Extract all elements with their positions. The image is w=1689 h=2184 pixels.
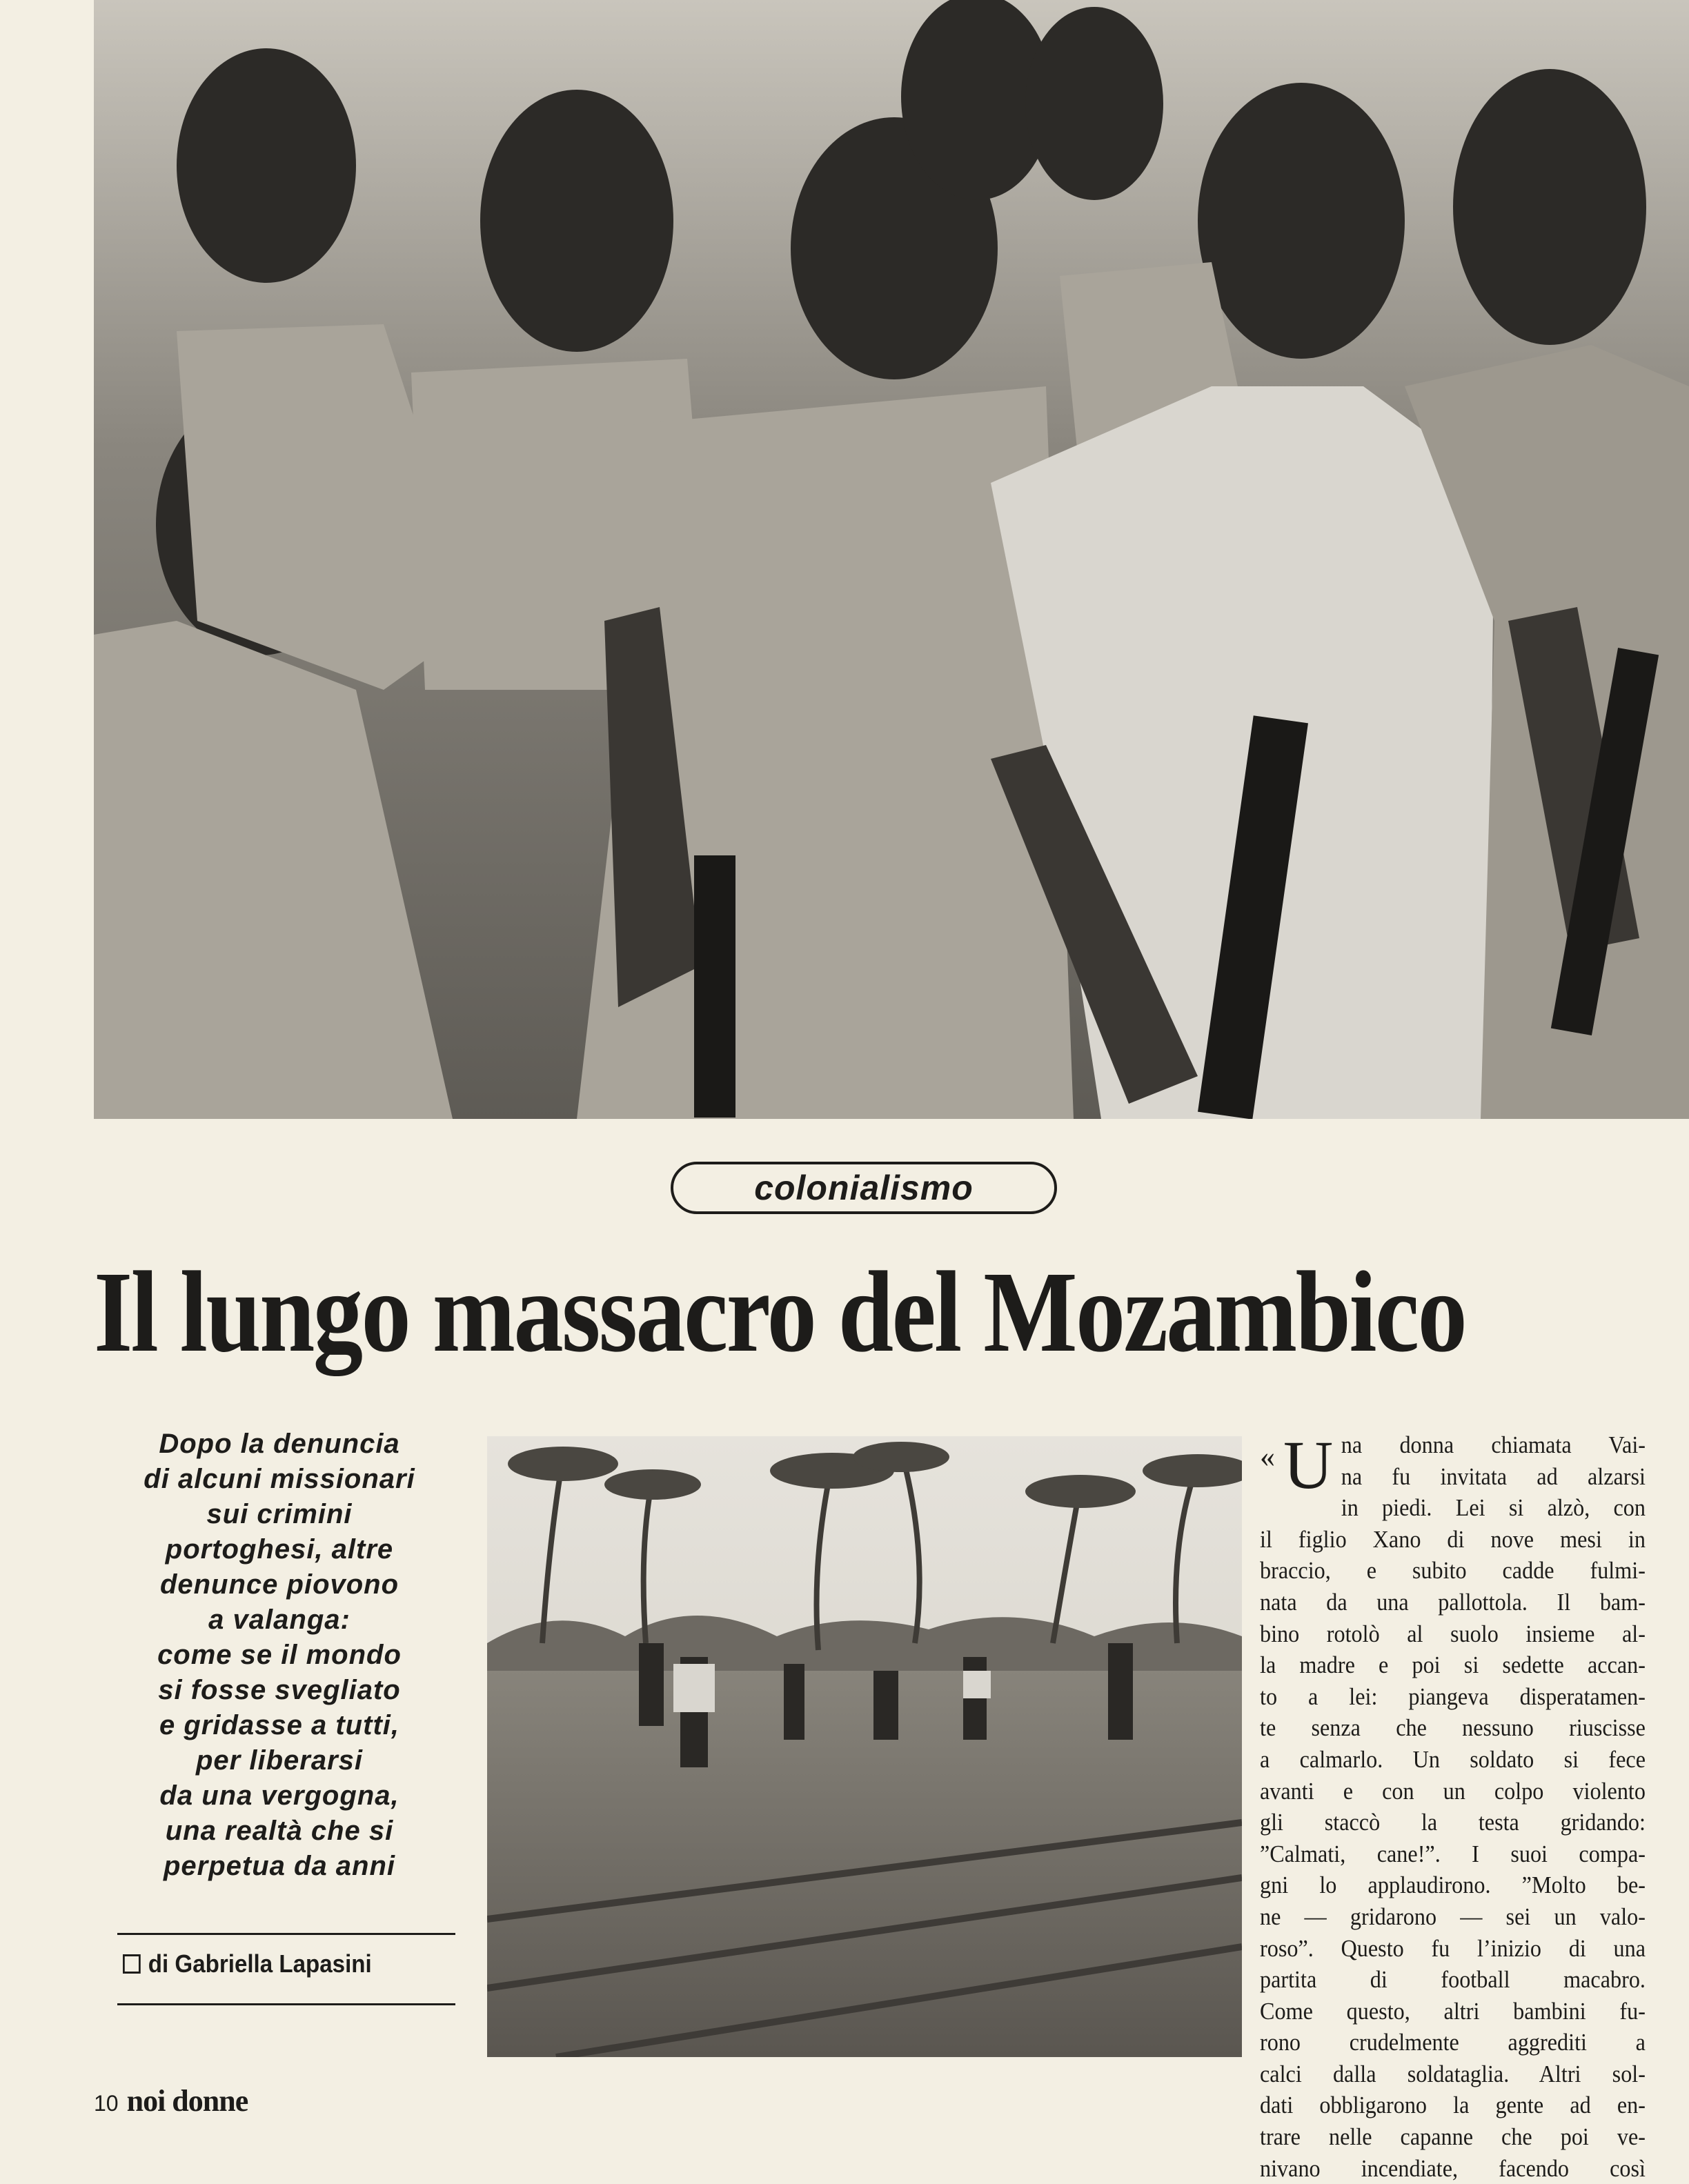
body-line: ”Calmati, cane!”. I suoi compa- — [1260, 1840, 1646, 1867]
body-line: nata da una pallottola. Il bam- — [1260, 1588, 1646, 1616]
body-line: roso”. Questo fu l’inizio di una — [1260, 1934, 1646, 1962]
standfirst-line: di alcuni missionari — [144, 1464, 415, 1494]
body-line: trare nelle capanne che poi ve- — [1260, 2123, 1646, 2151]
body-line: gni lo applaudirono. ”Molto be- — [1260, 1872, 1646, 1899]
magazine-name: noi donne — [126, 2084, 248, 2118]
body-line: la madre e poi si sedette accan- — [1260, 1651, 1646, 1679]
page-number: 10 — [94, 2091, 119, 2116]
section-tag-label: colonialismo — [754, 1169, 974, 1207]
drop-cap: U — [1283, 1427, 1334, 1503]
byline-rule-bottom — [117, 2003, 455, 2005]
body-line: avanti e con un colpo violento — [1260, 1777, 1646, 1805]
body-line: partita di football macabro. — [1260, 1966, 1646, 1994]
body-line: te senza che nessuno riuscisse — [1260, 1714, 1646, 1742]
top-photo-soldiers — [94, 0, 1689, 1119]
standfirst-line: Dopo la denuncia — [159, 1429, 400, 1459]
body-line: il figlio Xano di nove mesi in — [1260, 1525, 1646, 1553]
body-line: Come questo, altri bambini fu- — [1260, 1997, 1646, 2025]
standfirst-line: a valanga: — [208, 1605, 350, 1635]
standfirst-line: perpetua da anni — [163, 1851, 396, 1881]
body-line: in piedi. Lei si alzò, con — [1341, 1494, 1646, 1522]
body-line: na fu invitata ad alzarsi — [1341, 1462, 1646, 1490]
body-line: bino rotolò al suolo insieme al- — [1260, 1620, 1646, 1647]
byline — [123, 1949, 372, 1978]
standfirst-line: e gridasse a tutti, — [159, 1710, 399, 1740]
standfirst-line: da una vergogna, — [159, 1780, 399, 1811]
body-line: calci dalla soldataglia. Altri sol- — [1260, 2060, 1646, 2087]
article-body — [1260, 1427, 1646, 2182]
byline-rule-top — [117, 1933, 455, 1935]
body-line: rono crudelmente aggrediti a — [1260, 2029, 1646, 2056]
section-tag — [671, 1162, 1057, 1214]
body-line: a calmarlo. Un soldato si fece — [1260, 1745, 1646, 1773]
standfirst — [97, 1427, 462, 1884]
byline-text: di Gabriella Lapasini — [148, 1949, 372, 1978]
inner-photo-field-workers — [487, 1436, 1242, 2057]
body-line: nivano incendiate, facendo così — [1260, 2154, 1646, 2182]
body-line: gli staccò la testa gridando: — [1260, 1809, 1646, 1836]
byline-box-icon — [123, 1954, 141, 1974]
body-line: to a lei: piangeva disperatamen- — [1260, 1682, 1646, 1710]
opening-quote-mark: « — [1260, 1440, 1275, 1473]
headline: Il lungo massacro del Mozambico — [94, 1248, 1466, 1376]
standfirst-line: sui crimini — [206, 1499, 353, 1529]
standfirst-line: portoghesi, altre — [165, 1534, 394, 1565]
body-line: na donna chiamata Vai- — [1341, 1431, 1646, 1458]
standfirst-line: per liberarsi — [195, 1745, 363, 1776]
body-line: braccio, e subito cadde fulmi- — [1260, 1557, 1646, 1585]
standfirst-line: denunce piovono — [159, 1569, 399, 1600]
page-footer — [94, 2083, 248, 2118]
standfirst-line: si fosse svegliato — [158, 1675, 401, 1705]
body-line: dati obbligarono la gente ad en- — [1260, 2092, 1646, 2119]
standfirst-line: una realtà che si — [165, 1816, 394, 1846]
standfirst-line: come se il mondo — [157, 1640, 402, 1670]
body-line: ne — gridarono — sei un valo- — [1260, 1903, 1646, 1930]
